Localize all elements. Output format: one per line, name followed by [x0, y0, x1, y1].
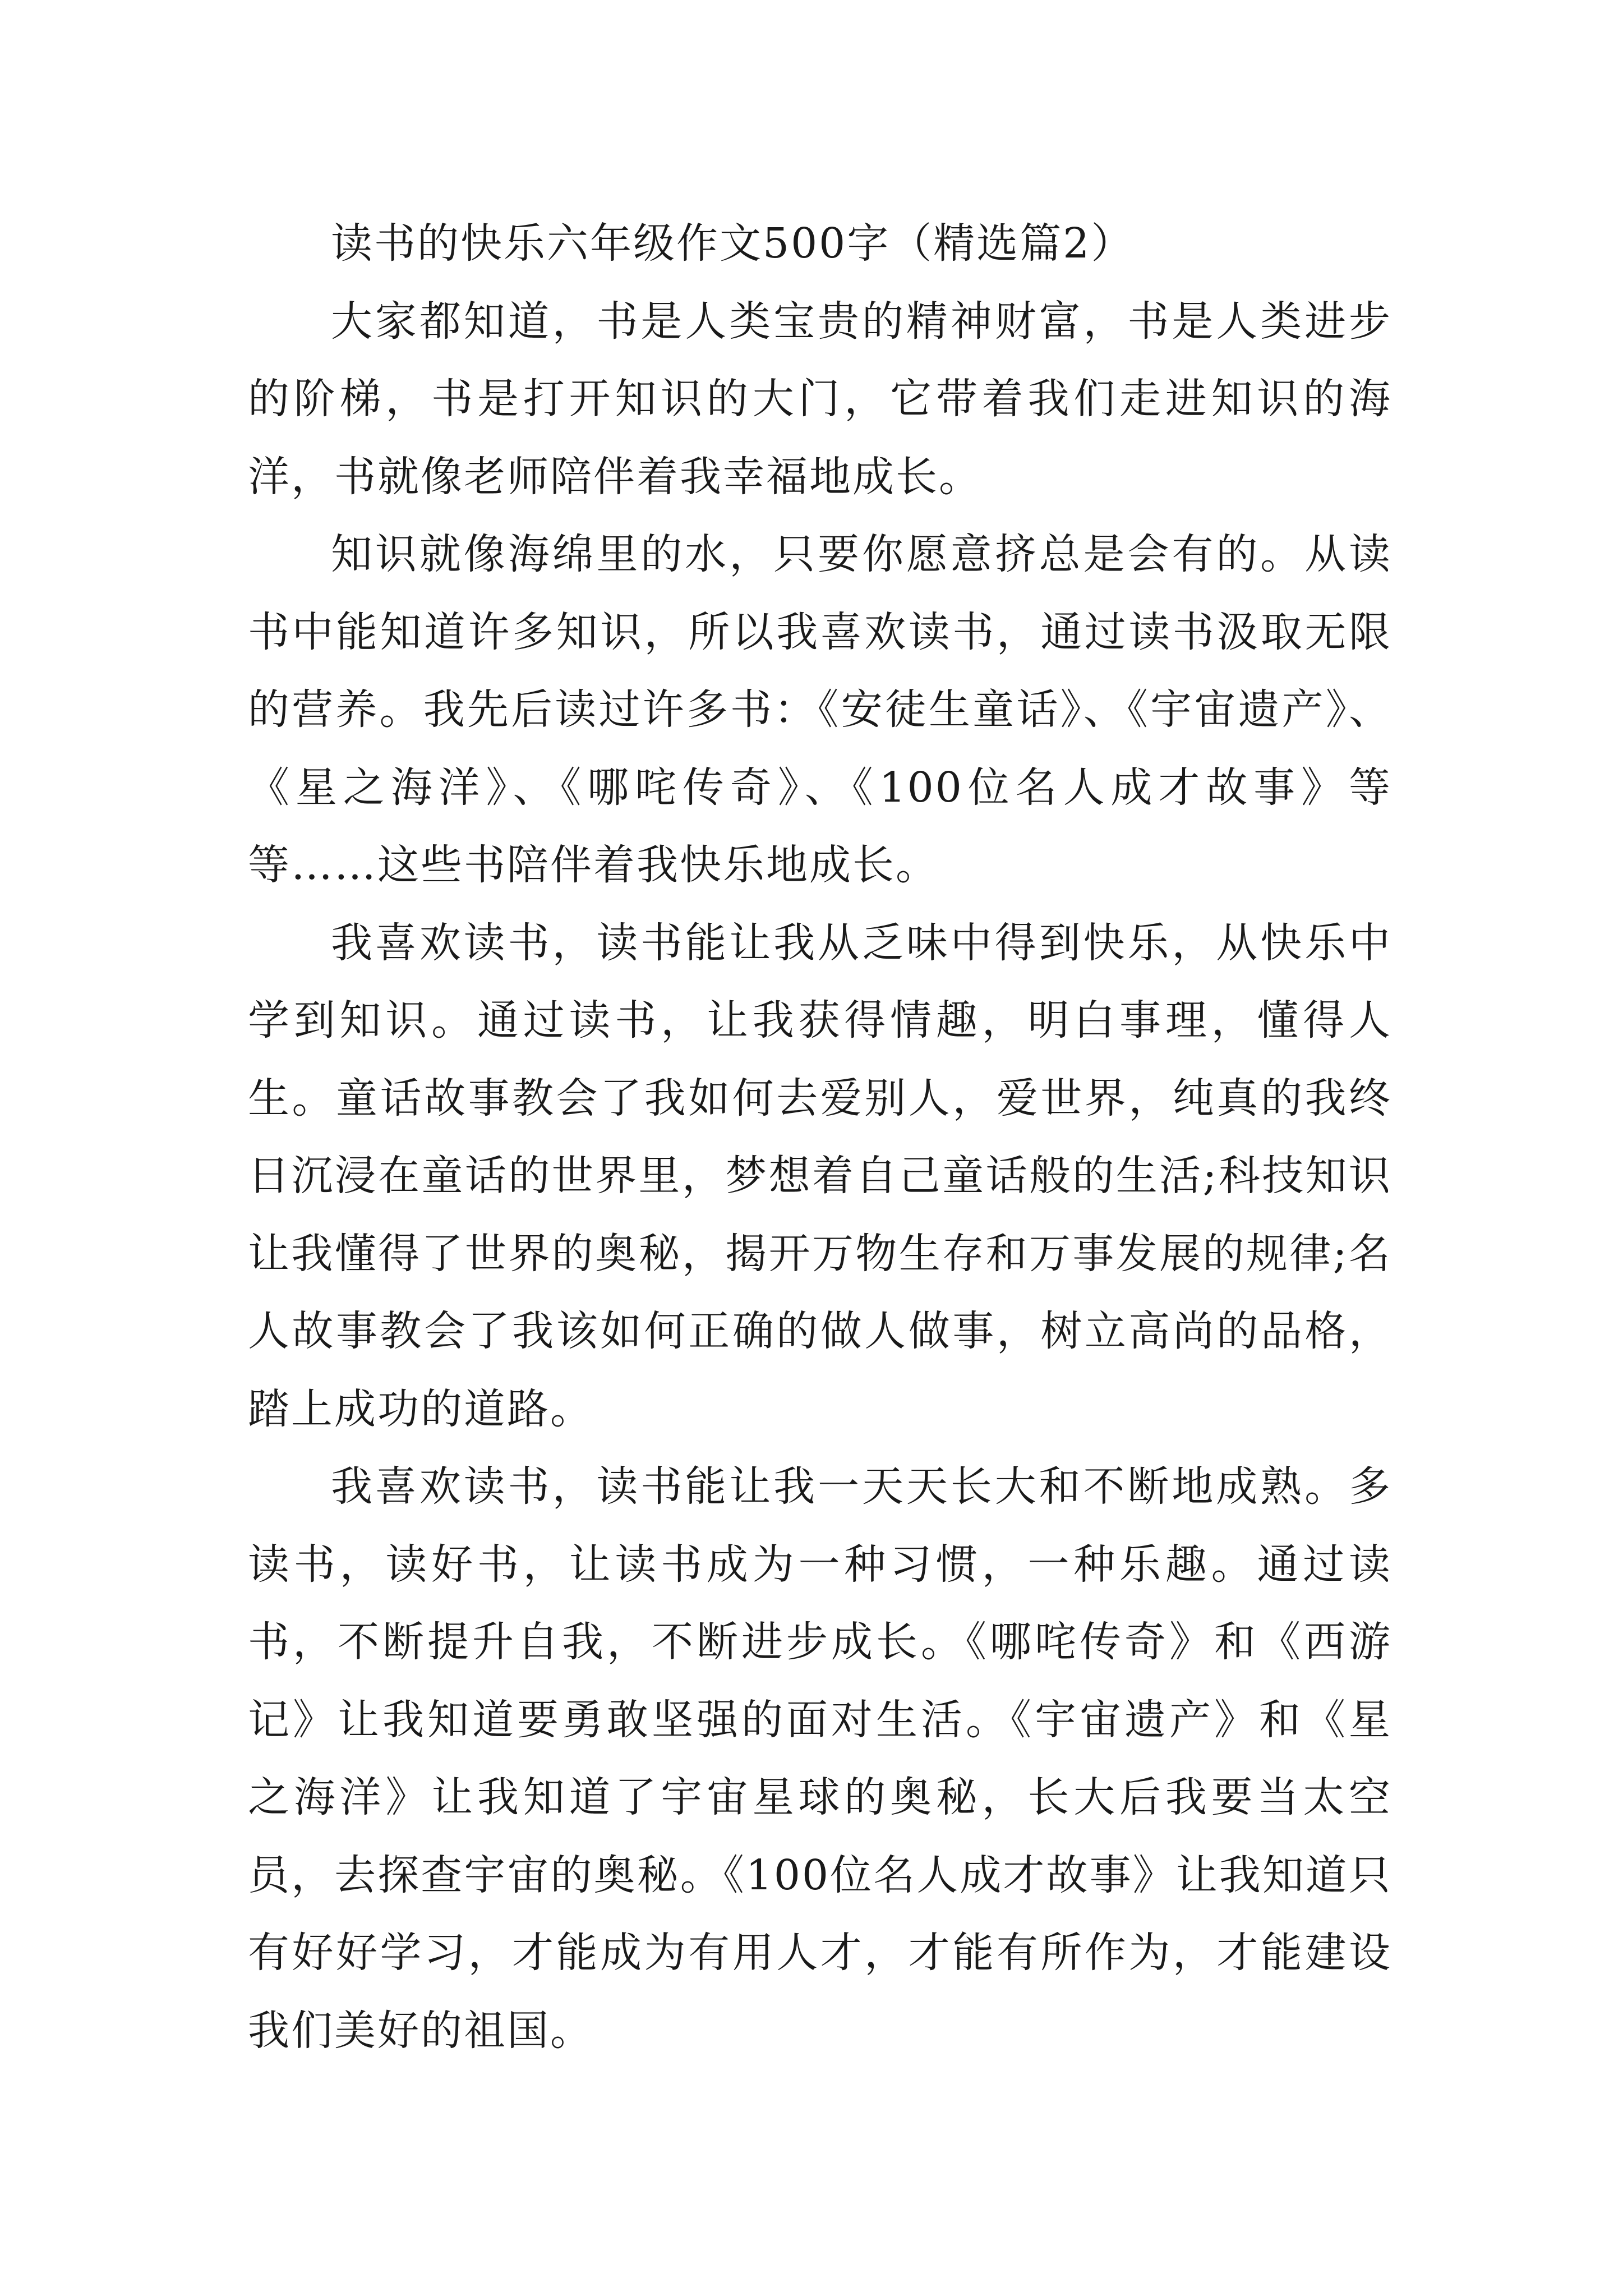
- paragraph-4: 我喜欢读书，读书能让我一天天长大和不断地成熟。多读书，读好书，让读书成为一种习惯，一种乐趣。通过读书，不断提升自我，不断进步成长。《哪咤传奇》和《西游记》让我知道要勇敢坚强的面对生活。《宇宙遗产》和《星之海洋》让我知道了宇宙星球的奥秘，长大后我要当太空员，去探查宇宙的奥秘。《100位名人成才故事》让我知道只有好好学习，才能成为有用人才，才能有所作为，才能建设我们美好的祖国。: [248, 1462, 1392, 2055]
- paragraph-1: 大家都知道，书是人类宝贵的精神财富，书是人类进步的阶梯，书是打开知识的大门，它带着我们走进知识的海洋，书就像老师陪伴着我幸福地成长。: [248, 297, 1392, 501]
- paragraph-3: 我喜欢读书，读书能让我从乏味中得到快乐，从快乐中学到知识。通过读书，让我获得情趣，明白事理，懂得人生。童话故事教会了我如何去爱别人，爱世界，纯真的我终日沉浸在童话的世界里，梦想着自己童话般的生活;科技知识让我懂得了世界的奥秘，揭开万物生存和万事发展的规律;名人故事教会了我该如何正确的做人做事，树立高尚的品格，踏上成功的道路。: [248, 918, 1392, 1433]
- essay-body: [248, 205, 1392, 2069]
- paragraph-2: 知识就像海绵里的水，只要你愿意挤总是会有的。从读书中能知道许多知识，所以我喜欢读书，通过读书汲取无限的营养。我先后读过许多书：《安徒生童话》、《宇宙遗产》、《星之海洋》、《哪咤传奇》、《100位名人成才故事》等等……这些书陪伴着我快乐地成长。: [248, 530, 1392, 889]
- essay-title: 读书的快乐六年级作文500字（精选篇2）: [331, 219, 1135, 268]
